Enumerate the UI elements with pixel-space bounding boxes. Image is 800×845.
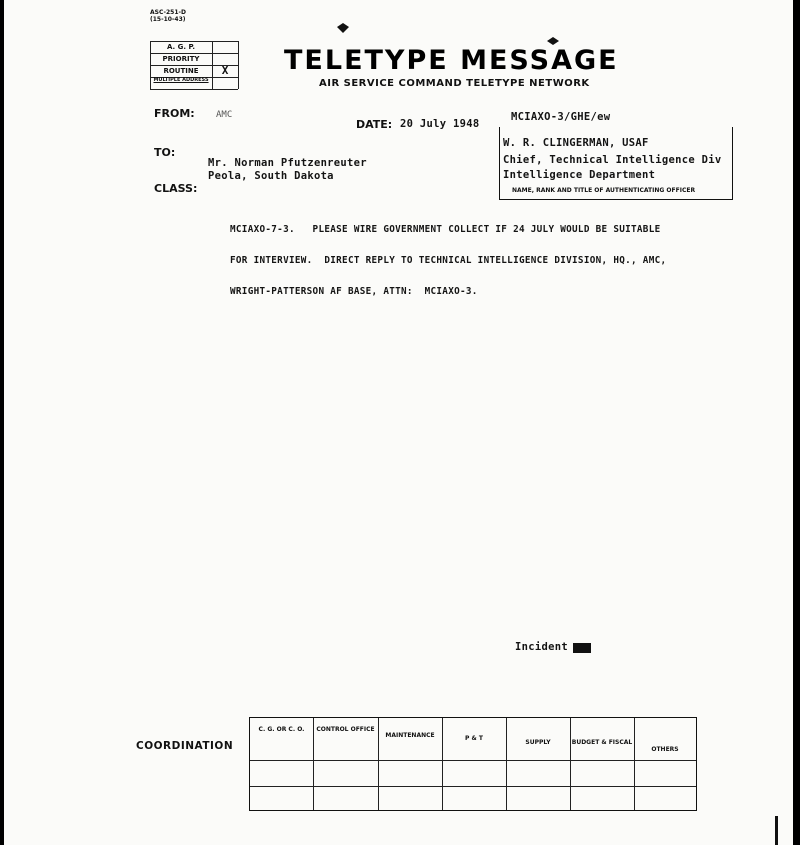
coordination-label: COORDINATION	[136, 740, 234, 752]
priority-box	[150, 41, 238, 89]
coordination-table	[249, 717, 697, 811]
to-address: Peola, South Dakota	[208, 170, 334, 182]
authenticating-officer-title: Chief, Technical Intelligence Div	[503, 154, 722, 166]
authenticating-officer-department: Intelligence Department	[503, 169, 656, 181]
class-label: CLASS:	[154, 182, 198, 195]
coordination-col-cg: C. G. OR C. O.	[258, 726, 305, 733]
message-line-3: WRIGHT-PATTERSON AF BASE, ATTN: MCIAXO-3.	[230, 286, 478, 297]
authentication-box	[499, 127, 733, 200]
from-label: FROM:	[154, 107, 195, 120]
form-code	[150, 9, 186, 23]
coordination-col-others: OTHERS	[651, 746, 679, 753]
punch-mark-icon	[336, 22, 350, 34]
to-label: TO:	[154, 146, 176, 159]
message-line-1: MCIAXO-7-3. PLEASE WIRE GOVERNMENT COLLECT IF 24 JULY WOULD BE SUITABLE	[230, 224, 661, 235]
teletype-message-form	[4, 0, 793, 845]
document-title: TELETYPE MESSAGE	[284, 45, 619, 76]
routine-check-mark: X	[221, 64, 229, 77]
coordination-col-pt: P & T	[465, 735, 483, 742]
date-label: DATE:	[356, 118, 393, 131]
priority-routine: ROUTINE	[163, 67, 199, 75]
message-line-2: FOR INTERVIEW. DIRECT REPLY TO TECHNICAL INTELLIGENCE DIVISION, HQ., AMC,	[230, 255, 667, 266]
reference-number: MCIAXO-3/GHE/ew	[511, 111, 611, 123]
from-value: AMC	[216, 110, 233, 120]
incident-label: Incident	[515, 641, 568, 653]
priority-priority: PRIORITY	[162, 55, 200, 63]
coordination-col-supply: SUPPLY	[525, 739, 551, 746]
document-subtitle: AIR SERVICE COMMAND TELETYPE NETWORK	[319, 78, 590, 89]
form-code-date: (15-10-43)	[150, 16, 186, 23]
redaction-mark	[573, 643, 591, 653]
scan-edge-mark	[775, 816, 778, 845]
form-code-number: ASC-251-D	[150, 9, 186, 16]
date-value: 20 July 1948	[400, 118, 480, 130]
coordination-col-maintenance: MAINTENANCE	[385, 732, 435, 739]
priority-agp: A. G. P.	[167, 43, 195, 51]
authenticating-officer-name: W. R. CLINGERMAN, USAF	[503, 137, 649, 149]
to-name: Mr. Norman Pfutzenreuter	[208, 157, 367, 169]
coordination-col-budget-fiscal: BUDGET & FISCAL	[571, 739, 633, 746]
authentication-caption: NAME, RANK AND TITLE OF AUTHENTICATING OFFICER	[512, 187, 696, 194]
priority-multiple-address: MULTIPLE ADDRESS	[153, 77, 209, 83]
coordination-col-control-office: CONTROL OFFICE	[316, 726, 375, 733]
